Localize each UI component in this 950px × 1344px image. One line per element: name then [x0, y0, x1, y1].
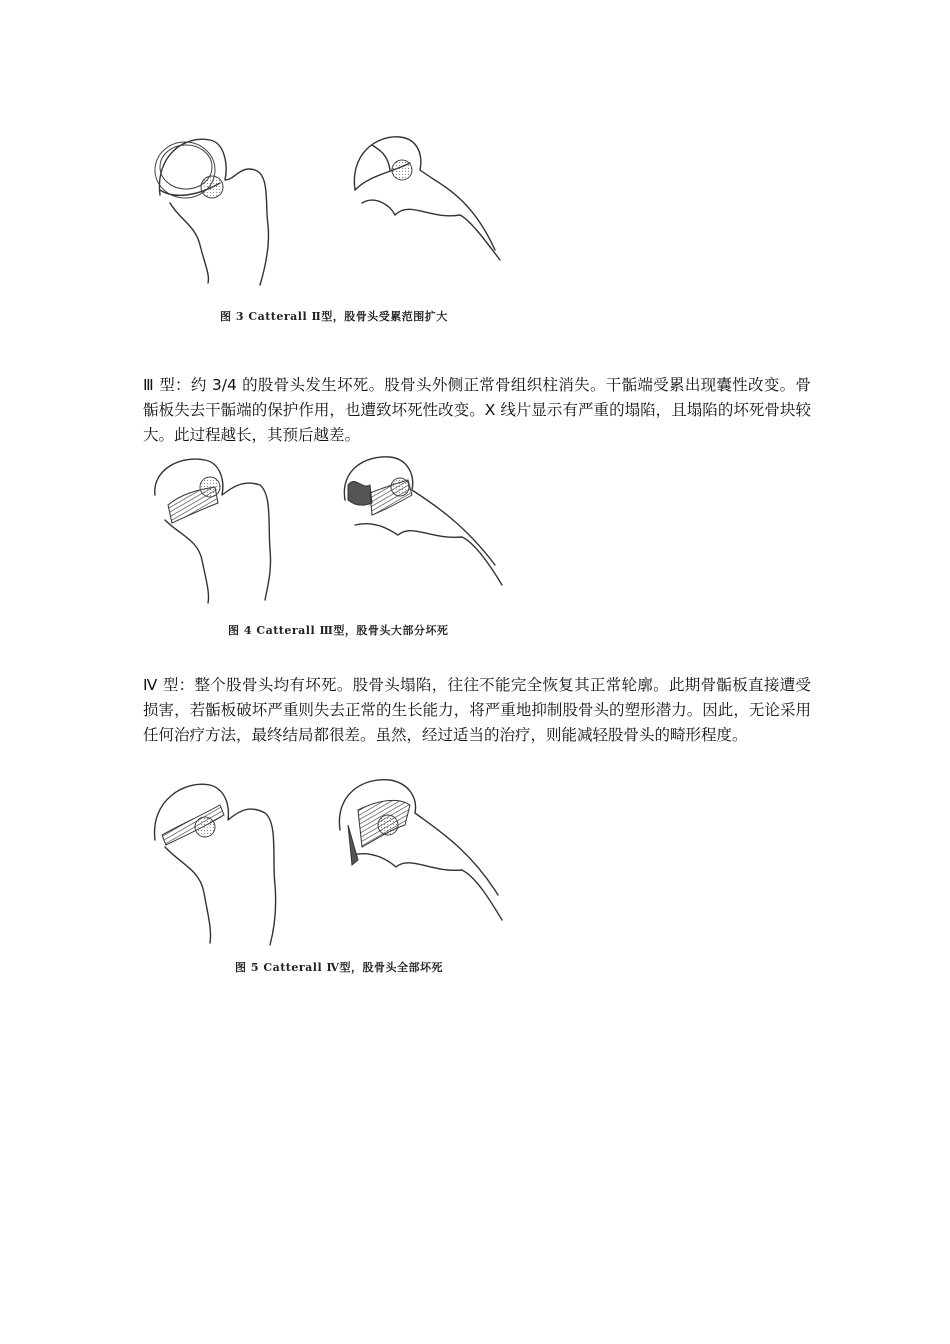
paragraph-type-4 [143, 673, 811, 748]
figure-3 [140, 125, 520, 330]
paragraph-type-3 [143, 373, 811, 448]
figure-5 [140, 775, 520, 980]
paragraph-type-4-text: Ⅳ 型：整个股骨头均有坏死。股骨头塌陷，往往不能完全恢复其正常轮廓。此期骨骺板直接遭受损害，若骺板破坏严重则失去正常的生长能力，将严重地抑制股骨头的塑形潜力。因此，无论采用任何治疗方法，最终结局都很差。虽然，经过适当的治疗，则能减轻股骨头的畸形程度。 [143, 676, 811, 744]
figure-5-caption: 图 5 Catterall Ⅳ型，股骨头全部坏死 [235, 961, 443, 974]
paragraph-type-3-text: Ⅲ 型：约 3/4 的股骨头发生坏死。股骨头外侧正常骨组织柱消失。干骺端受累出现囊性改变。骨骺板失去干骺端的保护作用，也遭致坏死性改变。X 线片显示有严重的塌陷，且塌陷的坏死骨块较大。此过程越长，其预后越差。 [143, 376, 811, 444]
figure-3-caption: 图 3 Catterall Ⅱ型，股骨头受累范围扩大 [220, 310, 448, 323]
figure-3-illustration [140, 125, 520, 305]
figure-4-caption: 图 4 Catterall Ⅲ型，股骨头大部分坏死 [228, 624, 449, 637]
figure-5-illustration [140, 775, 520, 950]
figure-4-illustration [140, 455, 520, 605]
figure-4 [140, 455, 520, 645]
